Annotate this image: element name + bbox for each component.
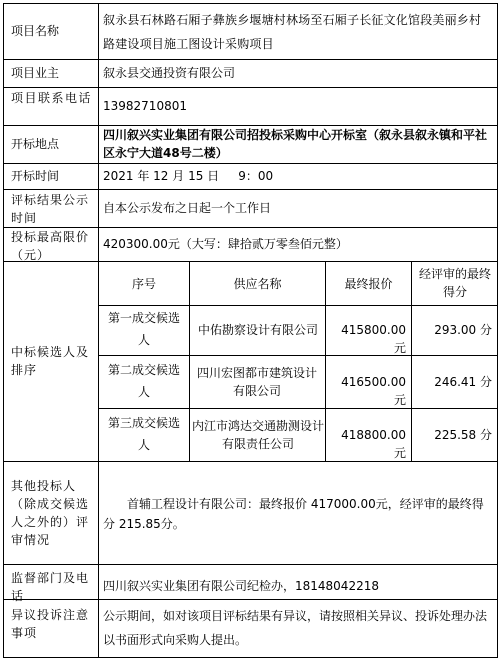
label-candidates: 中标候选人及排序: [11, 345, 90, 377]
header-rank: 序号: [131, 277, 156, 291]
label-phone: 项目联系电话: [11, 91, 93, 105]
label-project-name: 项目名称: [11, 24, 60, 38]
label-other-bidders: 其他投标人（除成交候选人之外的）评审情况: [11, 479, 90, 547]
candidate-score: 225.58 分: [434, 428, 492, 442]
header-price: 最终报价: [344, 277, 393, 291]
candidate-price: 416500.00 元: [341, 375, 410, 407]
header-score: 经评审的最终得分: [418, 267, 491, 299]
value-supervisor: 四川叙兴实业集团有限公司纪检办，18148042218: [103, 579, 379, 593]
row-divider: [3, 189, 498, 190]
label-location: 开标地点: [11, 137, 60, 151]
value-max-price: 420300.00元（大写：肆拾贰万零叁佰元整）: [103, 237, 348, 251]
candidate-rank: 第二成交候选人: [107, 363, 180, 399]
label-max-price: 投标最高限价（元）: [11, 230, 90, 262]
value-publicity: 自本公示发布之日起一个工作日: [103, 201, 272, 215]
tender-result-table: [3, 3, 498, 658]
value-time: 2021 年 12 月 15 日 9：00: [103, 169, 274, 183]
candidate-supplier: 四川宏图都市建筑设计有限公司: [196, 366, 317, 398]
header-supplier: 供应名称: [233, 277, 282, 291]
value-owner: 叙永县交通投资有限公司: [103, 66, 236, 80]
row-divider: [3, 657, 498, 658]
label-time: 开标时间: [11, 169, 60, 183]
candidate-rank: 第一成交候选人: [107, 311, 180, 347]
candidate-supplier: 中佑勘察设计有限公司: [197, 323, 318, 337]
row-divider: [3, 163, 498, 164]
label-supervisor: 监督部门及电话: [11, 571, 90, 603]
row-divider: [98, 408, 498, 409]
row-divider: [98, 305, 498, 306]
candidate-supplier: 内江市鸿达交通勘测设计有限责任公司: [192, 419, 325, 451]
candidate-score: 246.41 分: [434, 375, 492, 389]
row-divider: [3, 59, 498, 60]
row-divider: [3, 564, 498, 565]
row-divider: [3, 461, 498, 462]
candidate-score: 293.00 分: [434, 323, 492, 337]
row-divider: [3, 87, 498, 88]
label-objection: 异议投诉注意事项: [11, 608, 90, 640]
label-publicity: 评标结果公示时间: [11, 193, 90, 225]
candidate-price: 418800.00 元: [341, 428, 410, 460]
candidate-price: 415800.00 元: [341, 323, 410, 355]
label-owner: 项目业主: [11, 66, 60, 80]
column-divider: [98, 3, 99, 658]
row-divider: [3, 3, 498, 4]
value-location: 四川叙兴实业集团有限公司招投标采购中心开标室（叙永县叙永镇和平社区永宁大道48号二楼）: [103, 128, 488, 160]
value-objection: 公示期间，如对该项目评标结果有异议，请按照相关异议、投诉处理办法以书面形式向采购人提出。: [103, 609, 488, 647]
row-divider: [98, 355, 498, 356]
column-divider: [3, 3, 4, 658]
candidate-rank: 第三成交候选人: [107, 416, 180, 452]
value-other-bidders: 首辅工程设计有限公司：最终报价 417000.00元，经评审的最终得分 215.85分。: [103, 497, 484, 531]
column-divider: [497, 3, 498, 658]
value-project-name: 叙永县石林路石厢子彝族乡堰塘村林场至石厢子长征文化馆段美丽乡村路建设项目施工图设计采购项目: [103, 13, 482, 51]
value-phone: 13982710801: [103, 99, 187, 113]
